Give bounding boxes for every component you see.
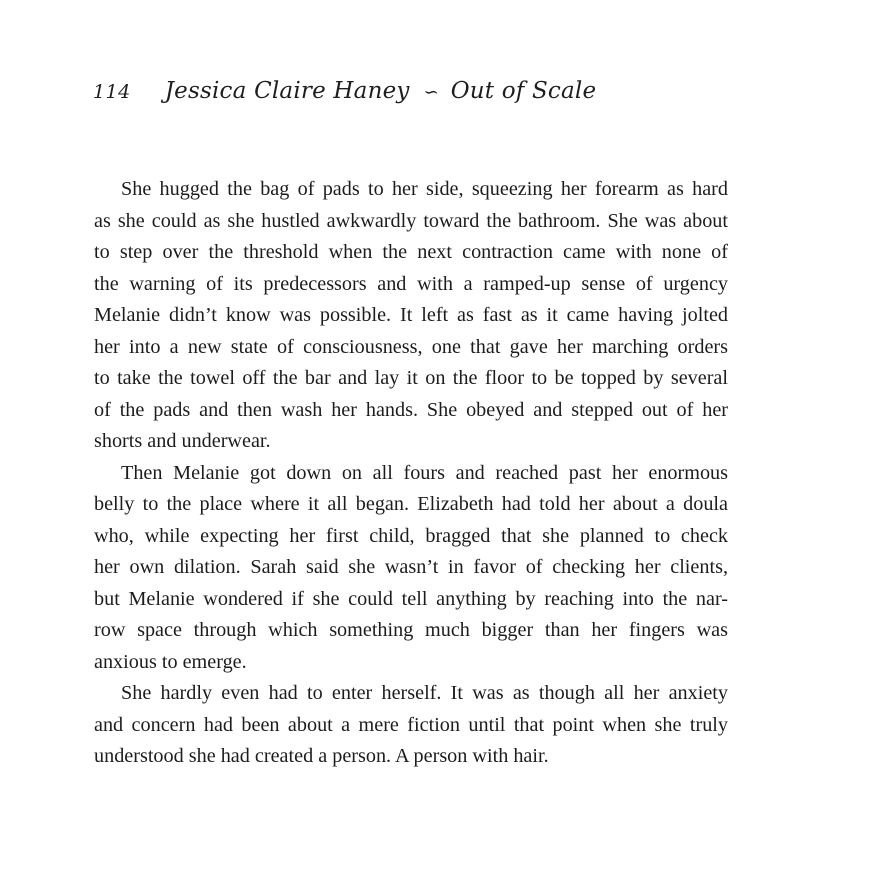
text-line: but Melanie wondered if she could tell anything by reaching into the nar- bbox=[94, 587, 728, 610]
book-title: Out of Scale bbox=[450, 78, 597, 104]
text-line: her own dilation. Sarah said she wasn’t in favor of checking her clients, bbox=[94, 556, 728, 578]
text-line: Then Melanie got down on all fours and reached past her enormous bbox=[121, 461, 728, 484]
ornament-icon: ∽ bbox=[423, 82, 439, 103]
body-text bbox=[94, 174, 728, 773]
text-line: to step over the threshold when the next contraction came with none of bbox=[94, 241, 728, 263]
author-name: Jessica Claire Haney bbox=[164, 78, 410, 104]
text-line: belly to the place where it all began. Elizabeth had told her about a doula bbox=[94, 493, 728, 515]
paragraph-2 bbox=[94, 458, 728, 679]
paragraph-3 bbox=[94, 678, 728, 773]
text-line: understood she had created a person. A person with hair. bbox=[94, 745, 549, 767]
text-line: to take the towel off the bar and lay it on the floor to be topped by several bbox=[94, 367, 728, 389]
running-header bbox=[93, 78, 596, 112]
text-line: She hugged the bag of pads to her side, squeezing her forearm as hard bbox=[121, 178, 728, 200]
text-line: She hardly even had to enter herself. It was as though all her anxiety bbox=[121, 682, 728, 704]
text-line: who, while expecting her first child, bragged that she planned to check bbox=[94, 524, 728, 547]
text-line: anxious to emerge. bbox=[94, 650, 247, 673]
page-number: 114 bbox=[93, 81, 131, 103]
text-line: the warning of its predecessors and with a ramped-up sense of urgency bbox=[94, 272, 728, 295]
text-line: as she could as she hustled awkwardly toward the bathroom. She was about bbox=[94, 209, 728, 232]
text-line: her into a new state of consciousness, one that gave her marching orders bbox=[94, 335, 728, 358]
text-line: Melanie didn’t know was possible. It left as fast as it came having jolted bbox=[94, 304, 728, 326]
paragraph-1 bbox=[94, 174, 728, 458]
text-line: of the pads and then wash her hands. She obeyed and stepped out of her bbox=[94, 398, 728, 421]
text-line: shorts and underwear. bbox=[94, 430, 271, 452]
text-line: row space through which something much bigger than her fingers was bbox=[94, 619, 728, 641]
text-line: and concern had been about a mere fiction until that point when she truly bbox=[94, 713, 728, 736]
